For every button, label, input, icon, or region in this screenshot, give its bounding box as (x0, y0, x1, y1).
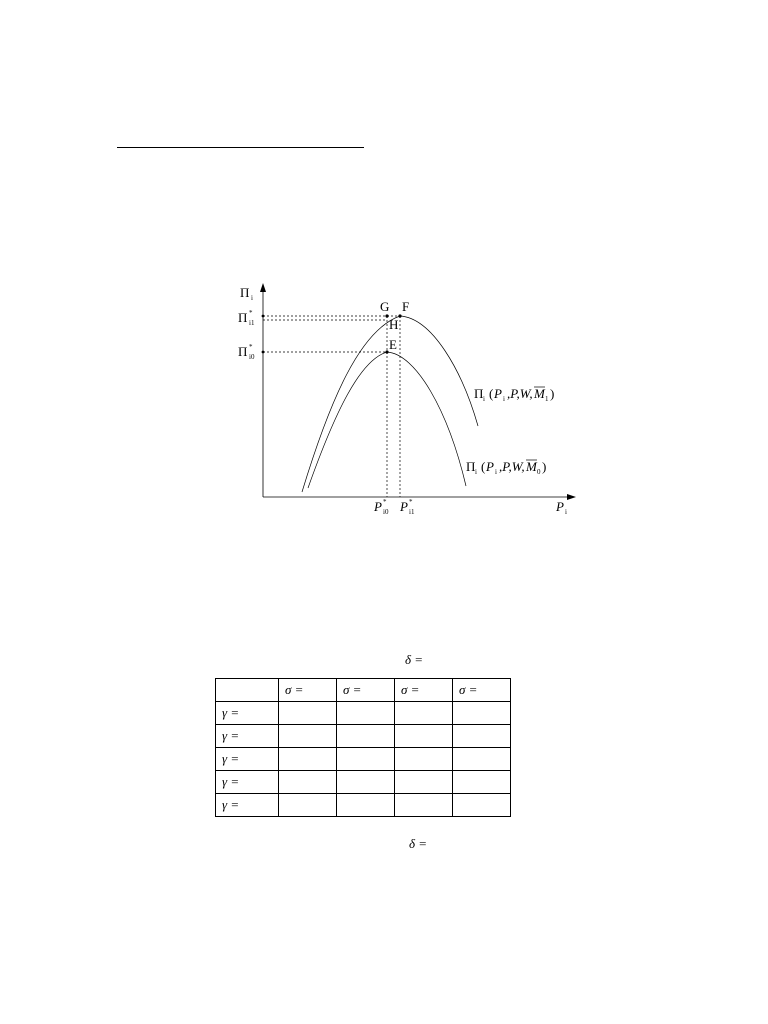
table-cell (279, 702, 337, 725)
row-label: γ = (216, 771, 279, 794)
svg-text:(: ( (489, 386, 494, 401)
svg-text:(: ( (481, 459, 486, 474)
svg-text:i: i (503, 395, 505, 403)
tick-pi1 (262, 315, 265, 318)
table-caption-bottom: δ = (409, 836, 428, 851)
y-tick-pi0-sub: i0 (249, 353, 255, 361)
point-f (398, 314, 401, 317)
y-axis-arrow (260, 283, 266, 292)
table-cell (395, 748, 453, 771)
table-cell (453, 771, 511, 794)
table-row (216, 748, 511, 771)
row-label: γ = (216, 794, 279, 817)
row-label: γ = (216, 748, 279, 771)
svg-text:0: 0 (537, 468, 541, 476)
y-tick-pi1-sub: i1 (249, 319, 255, 327)
x-tick-p0-sup: * (383, 498, 387, 506)
table-cell (453, 748, 511, 771)
x-tick-p1-sub: i1 (409, 508, 415, 516)
table-cell (337, 725, 395, 748)
x-tick-p1: P (400, 499, 408, 514)
svg-text:,P,W,: ,P,W, (507, 386, 533, 401)
label-e: E (389, 337, 397, 352)
y-axis-label-sub: i (251, 294, 253, 302)
y-tick-pi1: Π (238, 310, 248, 325)
svg-text:P: P (486, 459, 494, 474)
y-tick-pi1-sup: * (249, 309, 253, 317)
table-caption-top: δ = (405, 652, 424, 667)
header-cell: σ = (337, 679, 395, 702)
x-tick-p0-sub: i0 (383, 508, 389, 516)
svg-text:,P,W,: ,P,W, (499, 459, 525, 474)
svg-text:): ) (550, 386, 555, 401)
x-axis-label: P (556, 499, 564, 514)
svg-text:Π: Π (474, 386, 484, 401)
svg-text:Π: Π (466, 459, 476, 474)
table-row (216, 771, 511, 794)
y-tick-pi0-sup: * (249, 343, 253, 351)
x-axis-arrow (567, 494, 576, 500)
row-label: γ = (216, 702, 279, 725)
label-g: G (380, 299, 390, 314)
tick-pi0 (262, 351, 265, 354)
y-tick-pi0: Π (238, 344, 248, 359)
table-cell (279, 725, 337, 748)
x-tick-p0: P (374, 499, 382, 514)
table-row (216, 702, 511, 725)
svg-text:M: M (526, 459, 537, 474)
table-cell (395, 725, 453, 748)
svg-text:M: M (534, 386, 545, 401)
table-cell (279, 794, 337, 817)
table-cell (453, 725, 511, 748)
table-header-row (216, 679, 511, 702)
table-row (216, 794, 511, 817)
table-row (216, 725, 511, 748)
results-table (215, 678, 511, 817)
header-cell: σ = (279, 679, 337, 702)
table-cell (453, 794, 511, 817)
x-axis-label-sub: i (565, 508, 567, 516)
table-cell (395, 702, 453, 725)
header-cell: σ = (453, 679, 511, 702)
table-cell (453, 702, 511, 725)
label-f: F (402, 299, 410, 314)
y-axis-label: Π (240, 285, 250, 300)
table-cell (279, 748, 337, 771)
svg-text:i: i (483, 395, 485, 403)
label-h: H (389, 317, 399, 332)
svg-text:): ) (542, 459, 547, 474)
table-cell (337, 748, 395, 771)
table-cell (279, 771, 337, 794)
svg-text:1: 1 (545, 395, 549, 403)
table-cell (337, 702, 395, 725)
curve-label-m0 (466, 459, 546, 476)
table-cell (337, 794, 395, 817)
x-tick-p1-sup: * (409, 498, 413, 506)
table-cell (395, 771, 453, 794)
svg-text:i: i (495, 468, 497, 476)
row-label: γ = (216, 725, 279, 748)
header-cell: σ = (395, 679, 453, 702)
table-cell (395, 794, 453, 817)
header-cell (216, 679, 279, 702)
svg-text:i: i (475, 468, 477, 476)
curve-label-m1 (474, 386, 554, 403)
table-cell (337, 771, 395, 794)
svg-text:P: P (494, 386, 502, 401)
